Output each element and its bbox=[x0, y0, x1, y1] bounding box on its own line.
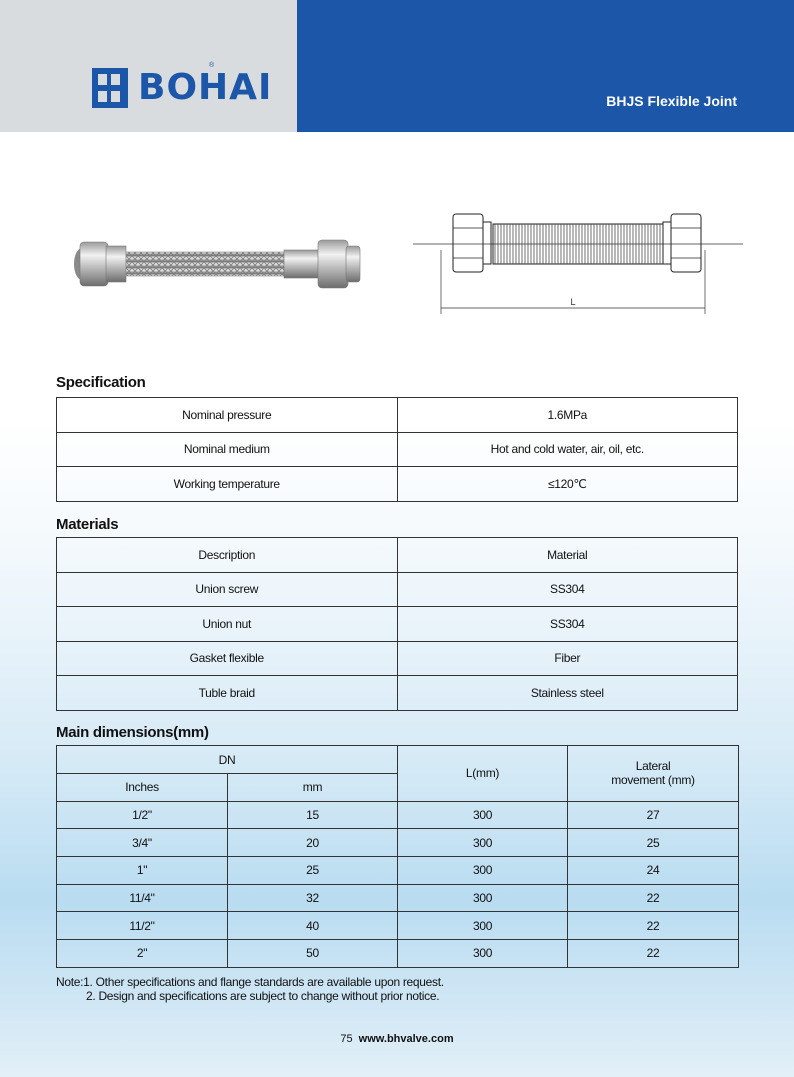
cell-inches: 11/2" bbox=[57, 912, 228, 940]
note-line-1: Note:1. Other specifications and flange standards are available upon request. bbox=[56, 975, 444, 989]
page-footer bbox=[0, 1033, 794, 1045]
page-number: 75 bbox=[340, 1033, 353, 1045]
spec-value: ≤120℃ bbox=[397, 467, 738, 502]
table-row bbox=[57, 676, 738, 711]
cell-length: 300 bbox=[398, 884, 568, 912]
column-header-dn: DN bbox=[57, 746, 398, 774]
material-description: Union nut bbox=[57, 607, 398, 642]
table-row bbox=[57, 912, 739, 940]
material-description: Gasket flexible bbox=[57, 641, 398, 676]
cell-length: 300 bbox=[398, 801, 568, 829]
lateral-header-line1: Lateral bbox=[635, 759, 671, 774]
lateral-header-line2: movement (mm) bbox=[611, 773, 695, 788]
dimensions-heading: Main dimensions(mm) bbox=[56, 724, 209, 741]
table-row bbox=[57, 801, 739, 829]
column-header-mm: mm bbox=[228, 774, 398, 802]
cell-mm: 50 bbox=[228, 940, 398, 968]
cell-lateral: 25 bbox=[568, 829, 739, 857]
column-header-lateral-movement bbox=[568, 746, 739, 802]
bohai-logo bbox=[92, 62, 273, 110]
specification-table bbox=[56, 397, 738, 502]
cell-inches: 2" bbox=[57, 940, 228, 968]
cell-inches: 1/2" bbox=[57, 801, 228, 829]
column-header-description: Description bbox=[57, 538, 398, 573]
table-row bbox=[57, 857, 739, 885]
document-title: BHJS Flexible Joint bbox=[606, 93, 737, 109]
cell-length: 300 bbox=[398, 829, 568, 857]
material-value: Fiber bbox=[397, 641, 738, 676]
column-header-length: L(mm) bbox=[398, 746, 568, 802]
table-row bbox=[57, 572, 738, 607]
column-header-material: Material bbox=[397, 538, 738, 573]
specification-heading: Specification bbox=[56, 374, 146, 391]
materials-table bbox=[56, 537, 738, 711]
registered-mark: ® bbox=[209, 62, 215, 69]
bohai-logo-mark-icon bbox=[92, 68, 128, 108]
column-header-inches: Inches bbox=[57, 774, 228, 802]
dimensions-table bbox=[56, 745, 739, 968]
material-description: Union screw bbox=[57, 572, 398, 607]
technical-drawing bbox=[413, 210, 743, 320]
header-title-panel bbox=[297, 0, 794, 132]
cell-inches: 1" bbox=[57, 857, 228, 885]
spec-label: Nominal pressure bbox=[57, 398, 398, 433]
cell-mm: 40 bbox=[228, 912, 398, 940]
cell-inches: 11/4" bbox=[57, 884, 228, 912]
table-row bbox=[57, 398, 738, 433]
cell-mm: 25 bbox=[228, 857, 398, 885]
cell-lateral: 27 bbox=[568, 801, 739, 829]
cell-lateral: 22 bbox=[568, 884, 739, 912]
material-description: Tuble braid bbox=[57, 676, 398, 711]
spec-value: Hot and cold water, air, oil, etc. bbox=[397, 432, 738, 467]
note-line-2: 2. Design and specifications are subject to change without prior notice. bbox=[86, 989, 440, 1003]
dimension-label-L: L bbox=[570, 297, 576, 307]
brand-name: BOHAI bbox=[138, 67, 273, 108]
cell-inches: 3/4" bbox=[57, 829, 228, 857]
cell-mm: 32 bbox=[228, 884, 398, 912]
website-link[interactable]: www.bhvalve.com bbox=[358, 1033, 454, 1045]
materials-heading: Materials bbox=[56, 516, 119, 533]
table-header-row bbox=[57, 746, 739, 774]
cell-lateral: 24 bbox=[568, 857, 739, 885]
spec-label: Working temperature bbox=[57, 467, 398, 502]
spec-label: Nominal medium bbox=[57, 432, 398, 467]
notes bbox=[56, 975, 444, 1003]
spec-value: 1.6MPa bbox=[397, 398, 738, 433]
table-header-row bbox=[57, 538, 738, 573]
page-header bbox=[0, 0, 794, 132]
material-value: SS304 bbox=[397, 607, 738, 642]
flexible-joint-photo bbox=[72, 232, 364, 296]
table-row bbox=[57, 607, 738, 642]
material-value: SS304 bbox=[397, 572, 738, 607]
cell-lateral: 22 bbox=[568, 940, 739, 968]
table-row bbox=[57, 884, 739, 912]
cell-length: 300 bbox=[398, 857, 568, 885]
table-row bbox=[57, 432, 738, 467]
cell-mm: 20 bbox=[228, 829, 398, 857]
table-row bbox=[57, 641, 738, 676]
cell-lateral: 22 bbox=[568, 912, 739, 940]
table-row bbox=[57, 829, 739, 857]
cell-mm: 15 bbox=[228, 801, 398, 829]
cell-length: 300 bbox=[398, 940, 568, 968]
table-row bbox=[57, 940, 739, 968]
material-value: Stainless steel bbox=[397, 676, 738, 711]
table-row bbox=[57, 467, 738, 502]
cell-length: 300 bbox=[398, 912, 568, 940]
